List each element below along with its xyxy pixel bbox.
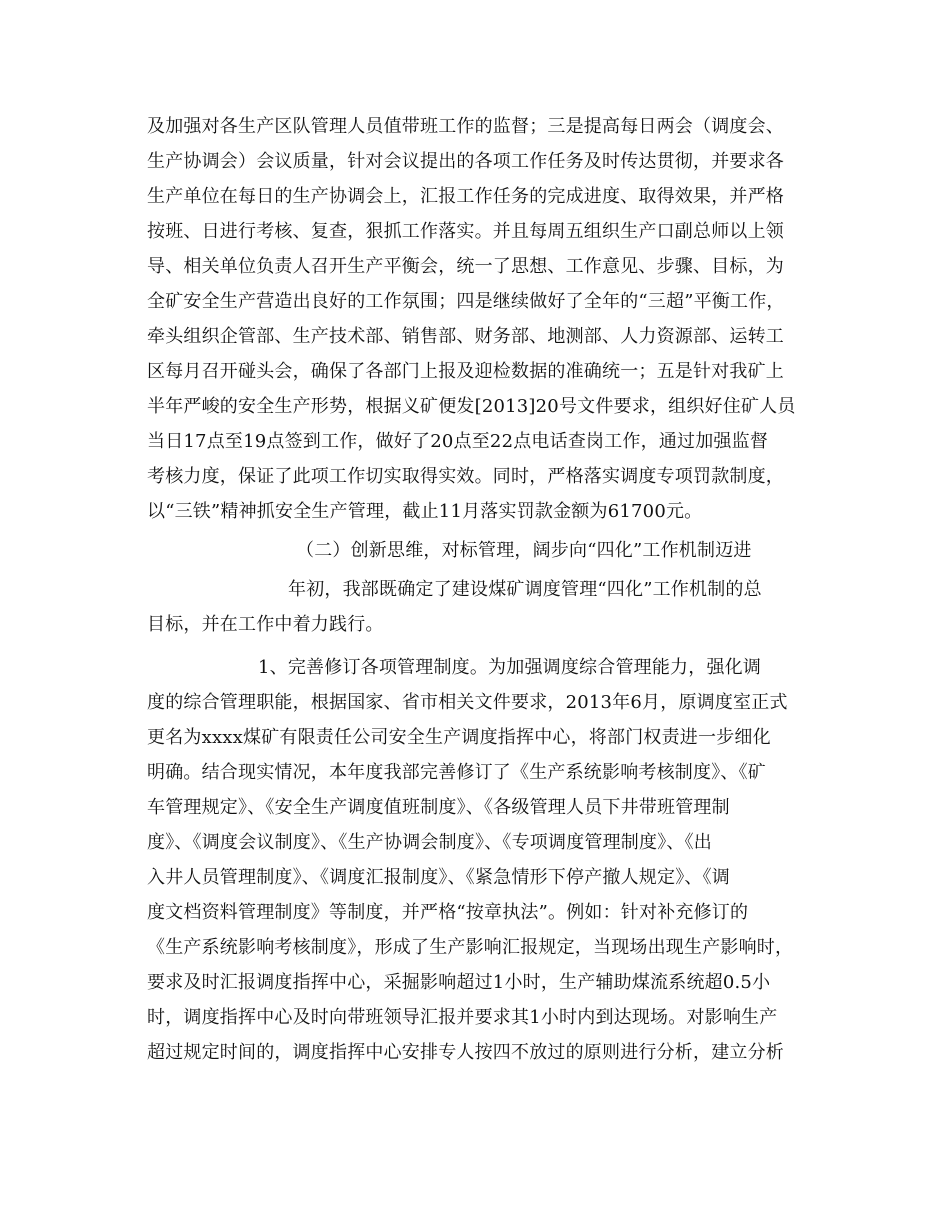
- body-text-line: 入井人员管理制度》、《调度汇报制度》、《紧急情形下停产撤人规定》、《调: [147, 867, 730, 888]
- body-text-line: 更名为xxxx煤矿有限责任公司安全生产调度指挥中心，将部门权责进一步细化: [147, 727, 771, 748]
- section-heading: （二）创新思维，对标管理，阔步向“四化”工作机制迈进: [296, 540, 752, 561]
- body-text-line: 半年严峻的安全生产形势，根据义矿便发[2013]20号文件要求，组织好住矿人员: [147, 396, 796, 417]
- body-text-line: 考核力度，保证了此项工作切实取得实效。同时，严格落实调度专项罚款制度，: [147, 466, 784, 487]
- body-text-line: 牵头组织企管部、生产技术部、销售部、财务部、地测部、人力资源部、运转工: [147, 326, 784, 347]
- body-text-line: 按班、日进行考核、复查，狠抓工作落实。并且每周五组织生产口副总师以上领: [147, 221, 784, 242]
- body-text-line: 生产协调会）会议质量，针对会议提出的各项工作任务及时传达贯彻，并要求各: [147, 151, 784, 172]
- body-text-line: 年初，我部既确定了建设煤矿调度管理“四化”工作机制的总: [288, 579, 762, 600]
- body-text-line: 车管理规定》、《安全生产调度值班制度》、《各级管理人员下井带班管理制: [147, 797, 730, 818]
- body-text-line: 要求及时汇报调度指挥中心，采掘影响超过1小时，生产辅助煤流系统超0.5小: [147, 972, 771, 993]
- body-text-line: 度》、《调度会议制度》、《生产协调会制度》、《专项调度管理制度》、《出: [147, 832, 712, 853]
- body-text-line: 以“三铁”精神抓安全生产管理，截止11月落实罚款金额为61700元。: [147, 501, 703, 522]
- body-text-line: 度文档资料管理制度》等制度，并严格“按章执法”。例如：针对补充修订的: [147, 902, 749, 923]
- body-text-line: 生产单位在每日的生产协调会上，汇报工作任务的完成进度、取得效果，并严格: [147, 186, 784, 207]
- body-text-line: 及加强对各生产区队管理人员值带班工作的监督；三是提高每日两会（调度会、: [147, 116, 784, 137]
- body-text-line: 度的综合管理职能，根据国家、省市相关文件要求，2013年6月，原调度室正式: [147, 692, 788, 713]
- body-text-line: 明确。结合现实情况，本年度我部完善修订了《生产系统影响考核制度》、《矿: [147, 762, 766, 783]
- body-text-line: 《生产系统影响考核制度》，形成了生产影响汇报规定，当现场出现生产影响时，: [147, 937, 794, 958]
- body-text-line: 全矿安全生产营造出良好的工作氛围；四是继续做好了全年的“三超”平衡工作，: [147, 291, 785, 312]
- body-text-line: 1、完善修订各项管理制度。为加强调度综合管理能力，强化调: [258, 657, 762, 678]
- body-text-line: 目标，并在工作中着力践行。: [147, 614, 384, 635]
- body-text-line: 时，调度指挥中心及时向带班领导汇报并要求其1小时内到达现场。对影响生产: [147, 1007, 778, 1028]
- body-text-line: 超过规定时间的，调度指挥中心安排专人按四不放过的原则进行分析，建立分析: [147, 1042, 784, 1063]
- body-text-line: 导、相关单位负责人召开生产平衡会，统一了思想、工作意见、步骤、目标，为: [147, 256, 784, 277]
- body-text-line: 当日17点至19点签到工作，做好了20点至22点电话查岗工作，通过加强监督: [147, 431, 769, 452]
- body-text-line: 区每月召开碰头会，确保了各部门上报及迎检数据的准确统一；五是针对我矿上: [147, 361, 784, 382]
